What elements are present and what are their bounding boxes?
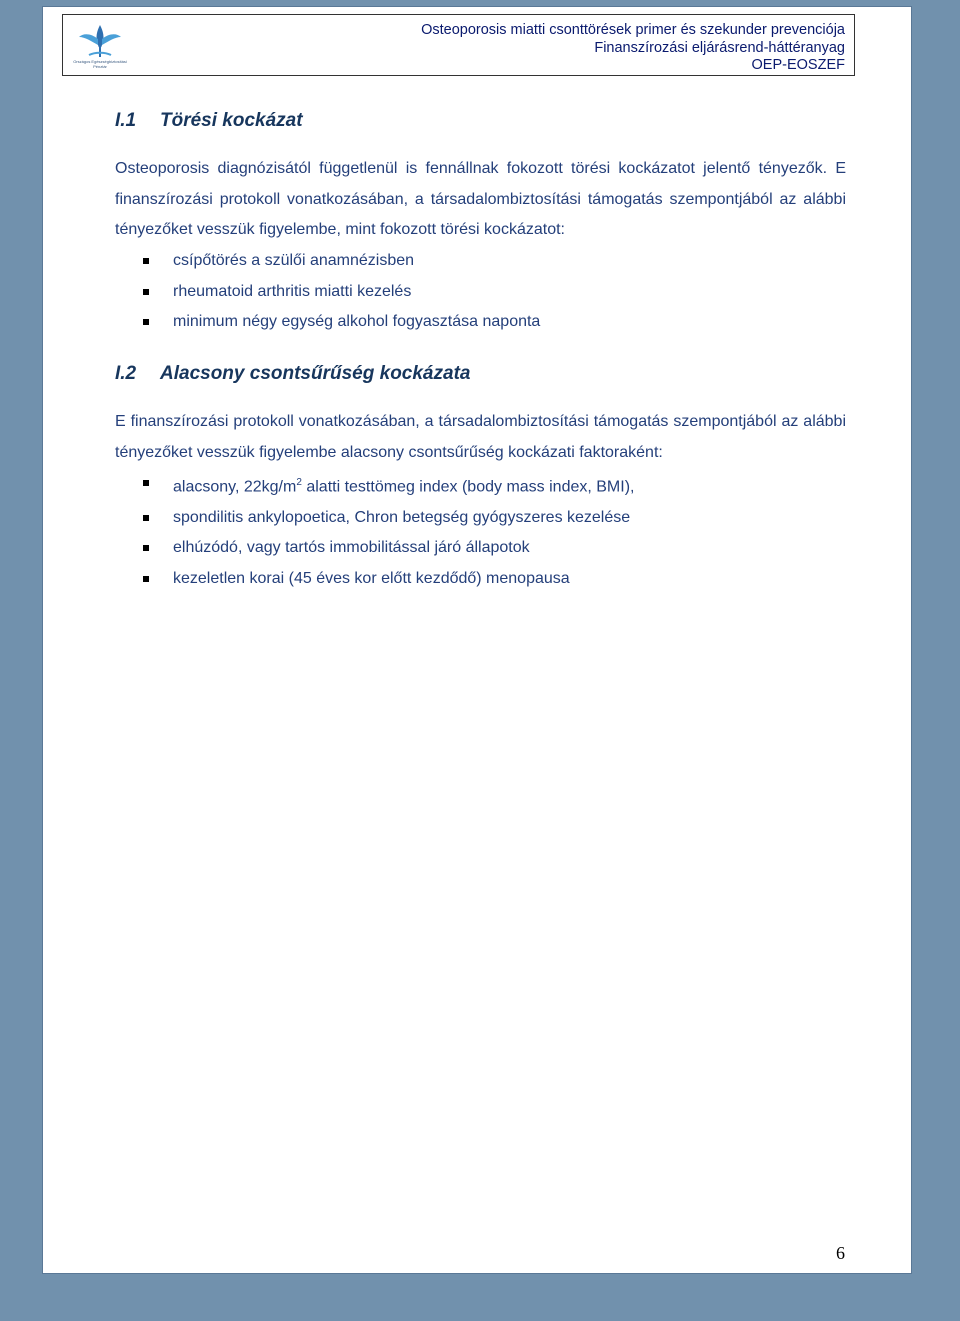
page-header: [62, 14, 855, 76]
section-2-number: I.2: [115, 363, 137, 384]
section-2-list: [143, 468, 634, 594]
page-number: 6: [836, 1243, 845, 1263]
section-1-paragraph: Osteoporosis diagnózisától függetlenül is fennállnak fokozott törési kockázatot jelentő tényezők. E finanszírozási protokoll vonatkozásában, a társadalombiztosítási támogatás szempontjából az alábbi tényezőket vesszük figyelembe, mint fokozott törési kockázatot:: [115, 160, 846, 238]
section-1-heading: [115, 110, 303, 132]
bullet-square-icon: [143, 289, 149, 295]
bullet-square-icon: [143, 258, 149, 264]
list-item: elhúzódó, vagy tartós immobilitással járó állapotok: [143, 533, 634, 564]
bullet-square-icon: [143, 576, 149, 582]
list-item: rheumatoid arthritis miatti kezelés: [143, 277, 540, 308]
logo-icon: [71, 19, 129, 59]
header-titles: [421, 22, 845, 75]
bullet-square-icon: [143, 515, 149, 521]
section-1-number: I.1: [115, 110, 137, 131]
section-2-title: Alacsony csontsűrűség kockázata: [160, 363, 471, 384]
header-title-line-2: Finanszírozási eljárásrend-háttéranyag: [594, 39, 845, 56]
list-item: csípőtörés a szülői anamnézisben: [143, 246, 540, 277]
section-2-heading: [115, 363, 470, 385]
bullet-square-icon: [143, 545, 149, 551]
logo-text: Országos Egészségbiztosítási Pénztár: [73, 59, 127, 69]
oep-logo: [71, 19, 129, 71]
list-item: alacsony, $22kg/m^2$ alatti testtömeg index (body mass index, BMI),: [143, 468, 634, 503]
header-title-line-1: Osteoporosis miatti csonttörések primer és szekunder prevenciója: [421, 22, 845, 38]
bullet-square-icon: [143, 480, 149, 486]
section-1-list: [143, 246, 540, 338]
list-item: kezeletlen korai (45 éves kor előtt kezdődő) menopausa: [143, 564, 634, 595]
list-item: spondilitis ankylopoetica, Chron betegség gyógyszeres kezelése: [143, 503, 634, 534]
section-1-title: Törési kockázat: [160, 110, 303, 131]
header-title-line-3: OEP-EOSZEF: [751, 57, 845, 73]
section-2-paragraph: E finanszírozási protokoll vonatkozásában, a társadalombiztosítási támogatás szempontjából az alábbi tényezőket vesszük figyelembe alacsony csontsűrűség kockázati faktoraként:: [115, 413, 846, 461]
bullet-square-icon: [143, 319, 149, 325]
list-item: minimum négy egység alkohol fogyasztása naponta: [143, 307, 540, 338]
